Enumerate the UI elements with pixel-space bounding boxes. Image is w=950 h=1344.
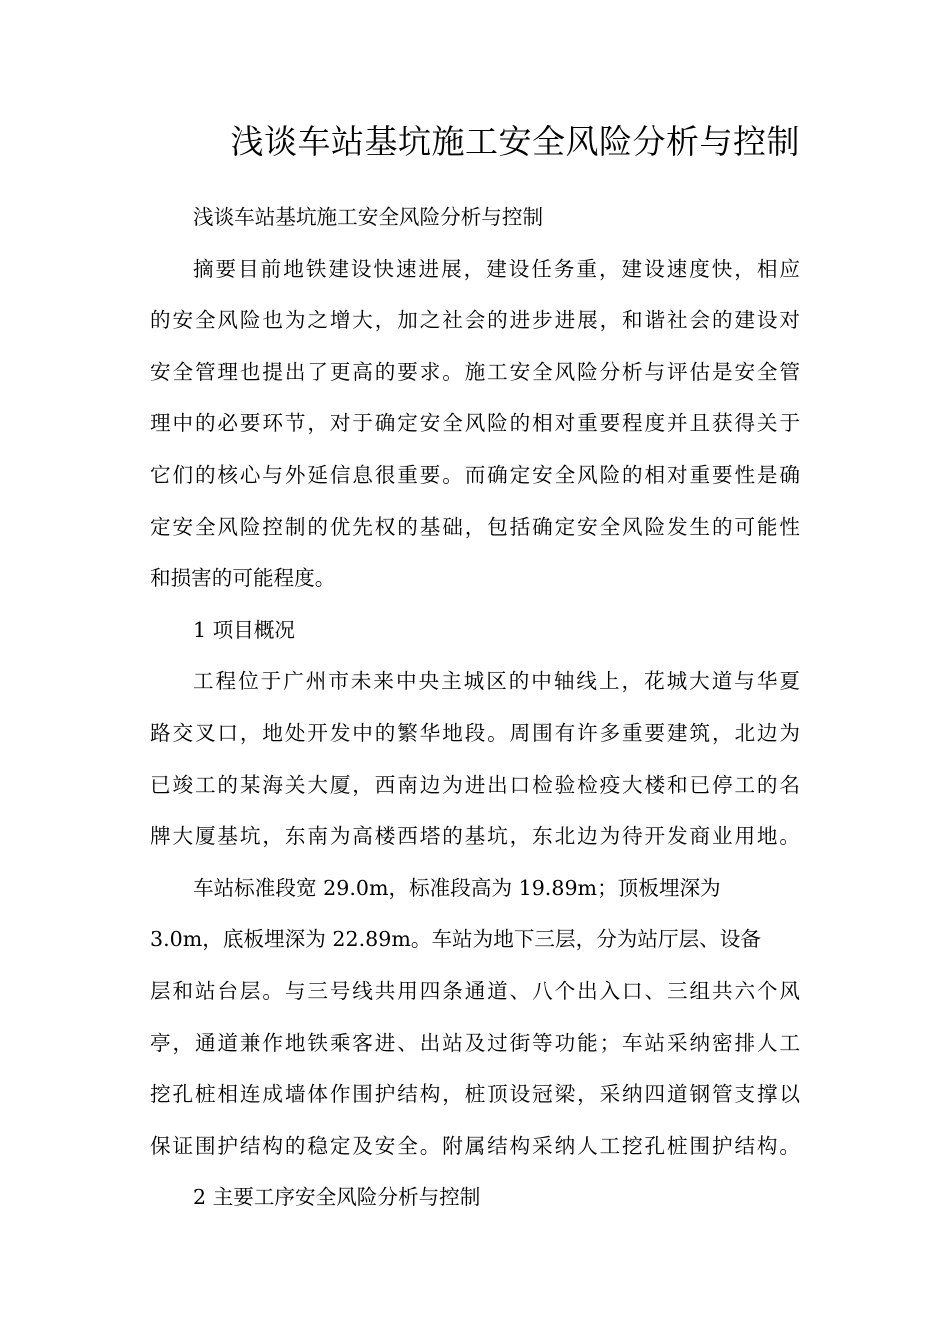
paragraph-line: 层和站台层。与三号线共用四条通道、八个出入口、三组共六个风 bbox=[150, 978, 800, 1003]
abstract-line: 定安全风险控制的优先权的基础，包括确定安全风险发生的可能性 bbox=[150, 514, 800, 539]
abstract-line: 的安全风险也为之增大，加之社会的进步进展，和谐社会的建设对 bbox=[150, 308, 800, 333]
paragraph-line: 挖孔桩相连成墙体作围护结构，桩顶设冠梁，采纳四道钢管支撑以 bbox=[150, 1082, 800, 1107]
section-heading-2: 2 主要工序安全风险分析与控制 bbox=[193, 1185, 481, 1210]
abstract-line: 摘要目前地铁建设快速进展，建设任务重，建设速度快，相应 bbox=[193, 256, 800, 281]
paragraph-line: 亭，通道兼作地铁乘客进、出站及过街等功能；车站采纳密排人工 bbox=[150, 1030, 800, 1055]
paragraph-line: 工程位于广州市未来中央主城区的中轴线上，花城大道与华夏 bbox=[193, 669, 800, 694]
abstract-paragraph bbox=[150, 244, 800, 605]
abstract-line: 安全管理也提出了更高的要求。施工安全风险分析与评估是安全管 bbox=[150, 359, 800, 384]
abstract-line: 和损害的可能程度。 bbox=[150, 566, 336, 591]
abstract-line: 它们的核心与外延信息很重要。而确定安全风险的相对重要性是确 bbox=[150, 462, 800, 487]
section1-paragraph-1 bbox=[150, 656, 800, 862]
paragraph-line: 车站标准段宽 29.0m，标准段高为 19.89m；顶板埋深为 bbox=[193, 875, 721, 900]
section1-paragraph-2 bbox=[150, 863, 800, 1173]
paragraph-line: 已竣工的某海关大厦，西南边为进出口检验检疫大楼和已停工的名 bbox=[150, 772, 800, 797]
paragraph-line: 保证围护结构的稳定及安全。附属结构采纳人工挖孔桩围护结构。 bbox=[150, 1133, 800, 1158]
subtitle: 浅谈车站基坑施工安全风险分析与控制 bbox=[193, 205, 544, 229]
paragraph-line: 3.0m，底板埋深为 22.89m。车站为地下三层，分为站厅层、设备 bbox=[150, 927, 761, 952]
section-heading-1: 1 项目概况 bbox=[193, 617, 296, 642]
paragraph-line: 牌大厦基坑，东南为高楼西塔的基坑，东北边为待开发商业用地。 bbox=[150, 824, 800, 849]
abstract-line: 理中的必要环节，对于确定安全风险的相对重要程度并且获得关于 bbox=[150, 411, 800, 436]
document-body bbox=[150, 192, 800, 1224]
document-title: 浅谈车站基坑施工安全风险分析与控制 bbox=[230, 122, 800, 161]
paragraph-line: 路交叉口，地处开发中的繁华地段。周围有许多重要建筑，北边为 bbox=[150, 720, 800, 745]
